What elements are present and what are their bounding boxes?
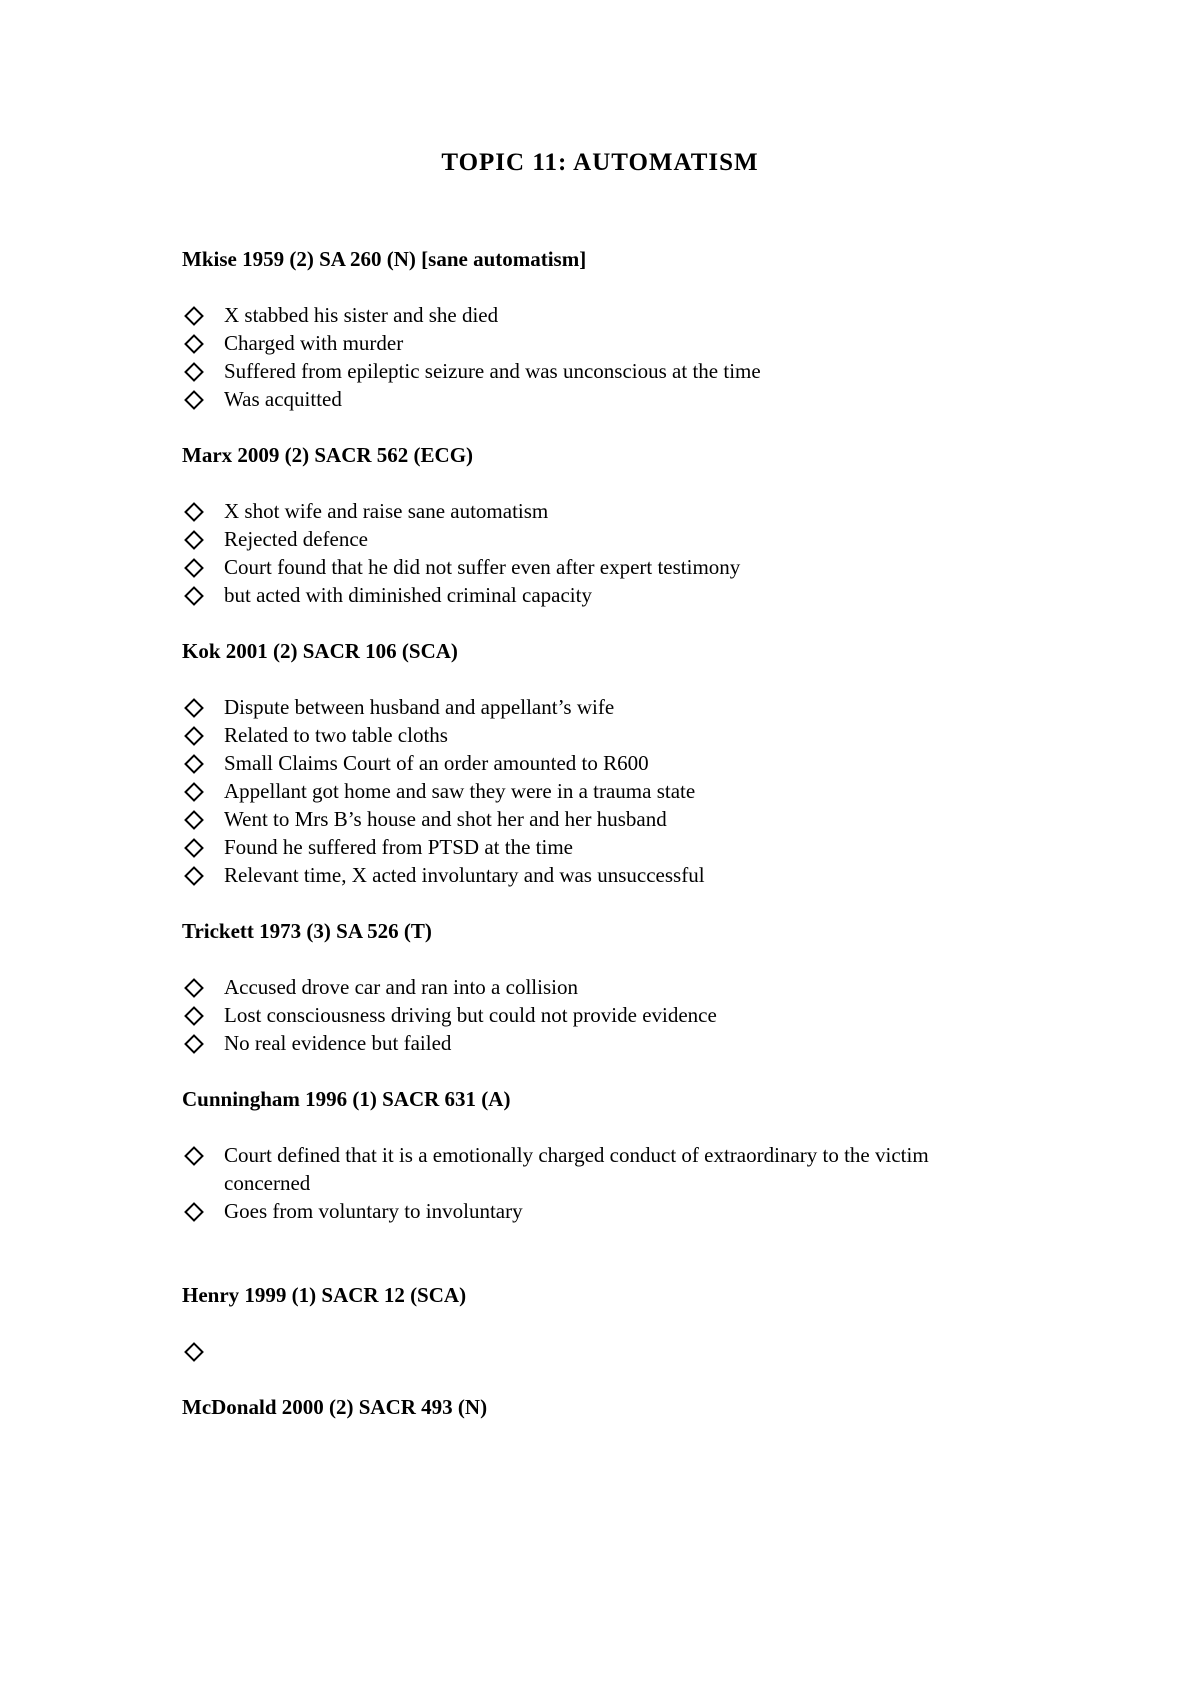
list-item <box>182 581 1002 609</box>
list-item <box>182 973 1002 1001</box>
diamond-bullet-icon <box>184 334 204 354</box>
bullet-text: Court defined that it is a emotionally charged conduct of extraordinary to the victim concerned <box>224 1143 929 1195</box>
case-heading-cunningham: Cunningham 1996 (1) SACR 631 (A) <box>182 1087 511 1111</box>
bullet-text: Appellant got home and saw they were in a trauma state <box>224 779 696 803</box>
diamond-bullet-icon <box>184 586 204 606</box>
diamond-bullet-icon <box>184 1202 204 1222</box>
bullet-list-trickett <box>182 973 1002 1057</box>
bullet-text: Charged with murder <box>224 331 404 355</box>
bullet-text: Went to Mrs B’s house and shot her and her husband <box>224 807 667 831</box>
diamond-bullet-icon <box>184 978 204 998</box>
bullet-list-henry <box>182 1337 1002 1365</box>
diamond-bullet-icon <box>184 726 204 746</box>
bullet-text: Small Claims Court of an order amounted to R600 <box>224 751 649 775</box>
bullet-text: but acted with diminished criminal capacity <box>224 583 592 607</box>
diamond-bullet-icon <box>184 1342 204 1362</box>
list-item <box>182 833 1002 861</box>
diamond-bullet-icon <box>184 306 204 326</box>
list-item <box>182 301 1002 329</box>
list-item <box>182 497 1002 525</box>
list-item <box>182 777 1002 805</box>
diamond-bullet-icon <box>184 782 204 802</box>
bullet-text: Dispute between husband and appellant’s wife <box>224 695 615 719</box>
bullet-list-marx <box>182 497 1002 609</box>
list-item <box>182 749 1002 777</box>
case-heading-marx: Marx 2009 (2) SACR 562 (ECG) <box>182 443 474 467</box>
document-title: TOPIC 11: AUTOMATISM <box>441 149 759 176</box>
diamond-bullet-icon <box>184 1146 204 1166</box>
case-heading-kok: Kok 2001 (2) SACR 106 (SCA) <box>182 639 458 663</box>
bullet-text: Relevant time, X acted involuntary and was unsuccessful <box>224 863 705 887</box>
bullet-text: Goes from voluntary to involuntary <box>224 1199 523 1223</box>
list-item <box>182 1337 1002 1365</box>
diamond-bullet-icon <box>184 810 204 830</box>
bullet-text: Found he suffered from PTSD at the time <box>224 835 573 859</box>
diamond-bullet-icon <box>184 838 204 858</box>
diamond-bullet-icon <box>184 390 204 410</box>
diamond-bullet-icon <box>184 502 204 522</box>
bullet-text: X shot wife and raise sane automatism <box>224 499 549 523</box>
list-item <box>182 805 1002 833</box>
bullet-text: X stabbed his sister and she died <box>224 303 499 327</box>
diamond-bullet-icon <box>184 558 204 578</box>
list-item <box>182 1197 1002 1225</box>
case-heading-mcdonald: McDonald 2000 (2) SACR 493 (N) <box>182 1395 488 1419</box>
case-heading-mkise: Mkise 1959 (2) SA 260 (N) [sane automatism] <box>182 247 587 271</box>
bullet-text: Suffered from epileptic seizure and was unconscious at the time <box>224 359 761 383</box>
list-item <box>182 721 1002 749</box>
list-item <box>182 357 1002 385</box>
bullet-list-mkise <box>182 301 1002 413</box>
bullet-text: Rejected defence <box>224 527 368 551</box>
case-heading-trickett: Trickett 1973 (3) SA 526 (T) <box>182 919 432 943</box>
diamond-bullet-icon <box>184 1006 204 1026</box>
diamond-bullet-icon <box>184 754 204 774</box>
bullet-text: Accused drove car and ran into a collision <box>224 975 578 999</box>
bullet-text: No real evidence but failed <box>224 1031 452 1055</box>
case-heading-henry: Henry 1999 (1) SACR 12 (SCA) <box>182 1283 467 1307</box>
list-item <box>182 329 1002 357</box>
list-item <box>182 385 1002 413</box>
list-item <box>182 1001 1002 1029</box>
bullet-text: Was acquitted <box>224 387 342 411</box>
bullet-text: Related to two table cloths <box>224 723 448 747</box>
diamond-bullet-icon <box>184 1034 204 1054</box>
diamond-bullet-icon <box>184 698 204 718</box>
list-item <box>182 1029 1002 1057</box>
diamond-bullet-icon <box>184 362 204 382</box>
diamond-bullet-icon <box>184 866 204 886</box>
bullet-list-cunningham <box>182 1141 1002 1225</box>
list-item <box>182 1141 1002 1197</box>
diamond-bullet-icon <box>184 530 204 550</box>
bullet-list-kok <box>182 693 1002 889</box>
list-item <box>182 553 1002 581</box>
list-item <box>182 861 1002 889</box>
bullet-text: Court found that he did not suffer even after expert testimony <box>224 555 741 579</box>
list-item <box>182 693 1002 721</box>
list-item <box>182 525 1002 553</box>
bullet-text: Lost consciousness driving but could not provide evidence <box>224 1003 717 1027</box>
